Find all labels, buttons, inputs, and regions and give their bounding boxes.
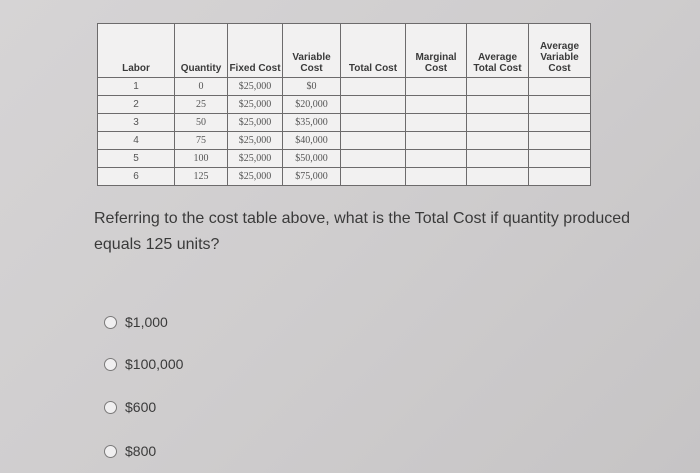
answer-option-label: $600 — [125, 399, 157, 415]
cell-average-variable-cost — [529, 96, 591, 114]
cell-marginal-cost — [406, 132, 467, 150]
table-row — [98, 78, 591, 96]
cell-labor: 5 — [98, 150, 175, 168]
cell-fixed-cost: $25,000 — [228, 78, 283, 96]
cell-average-variable-cost — [529, 150, 591, 168]
table-row — [98, 132, 591, 150]
cell-average-variable-cost — [529, 168, 591, 186]
header-average-total-cost: Average Total Cost — [467, 24, 529, 78]
radio-button[interactable] — [104, 445, 117, 458]
cell-total-cost — [341, 96, 406, 114]
cell-average-variable-cost — [529, 132, 591, 150]
cell-quantity: 50 — [175, 114, 228, 132]
cell-average-total-cost — [467, 150, 529, 168]
cell-labor: 4 — [98, 132, 175, 150]
header-variable-cost: Variable Cost — [283, 24, 341, 78]
cell-marginal-cost — [406, 150, 467, 168]
table-row — [98, 114, 591, 132]
cell-quantity: 25 — [175, 96, 228, 114]
header-fixed-cost: Fixed Cost — [228, 24, 283, 78]
header-labor: Labor — [98, 24, 175, 78]
cell-average-variable-cost — [529, 114, 591, 132]
cell-marginal-cost — [406, 114, 467, 132]
cell-fixed-cost: $25,000 — [228, 114, 283, 132]
cell-quantity: 75 — [175, 132, 228, 150]
answer-option-3[interactable] — [104, 399, 156, 415]
cell-labor: 1 — [98, 78, 175, 96]
cell-average-total-cost — [467, 168, 529, 186]
cell-total-cost — [341, 150, 406, 168]
cost-table — [97, 23, 591, 186]
cell-variable-cost: $20,000 — [283, 96, 341, 114]
cell-variable-cost: $0 — [283, 78, 341, 96]
header-average-variable-cost: Average Variable Cost — [529, 24, 591, 78]
cell-total-cost — [341, 168, 406, 186]
header-total-cost: Total Cost — [341, 24, 406, 78]
cell-fixed-cost: $25,000 — [228, 96, 283, 114]
radio-button[interactable] — [104, 358, 117, 371]
cell-fixed-cost: $25,000 — [228, 132, 283, 150]
cell-average-total-cost — [467, 132, 529, 150]
cell-average-total-cost — [467, 78, 529, 96]
cell-total-cost — [341, 114, 406, 132]
cell-marginal-cost — [406, 78, 467, 96]
cell-quantity: 0 — [175, 78, 228, 96]
cell-quantity: 125 — [175, 168, 228, 186]
cell-variable-cost: $40,000 — [283, 132, 341, 150]
cell-quantity: 100 — [175, 150, 228, 168]
cell-labor: 3 — [98, 114, 175, 132]
cell-fixed-cost: $25,000 — [228, 150, 283, 168]
cell-average-variable-cost — [529, 78, 591, 96]
cell-total-cost — [341, 132, 406, 150]
table-header-row — [98, 24, 591, 78]
cell-marginal-cost — [406, 168, 467, 186]
answer-option-2[interactable] — [104, 356, 183, 372]
radio-button[interactable] — [104, 316, 117, 329]
cell-variable-cost: $50,000 — [283, 150, 341, 168]
question-text: Referring to the cost table above, what is the Total Cost if quantity produced equals 125 units? — [94, 210, 631, 253]
cell-average-total-cost — [467, 114, 529, 132]
cell-labor: 6 — [98, 168, 175, 186]
header-quantity: Quantity — [175, 24, 228, 78]
cell-total-cost — [341, 78, 406, 96]
answer-option-4[interactable] — [104, 443, 156, 459]
cell-average-total-cost — [467, 96, 529, 114]
answer-option-1[interactable] — [104, 314, 168, 330]
cell-variable-cost: $35,000 — [283, 114, 341, 132]
answer-option-label: $100,000 — [125, 356, 184, 372]
cell-fixed-cost: $25,000 — [228, 168, 283, 186]
cell-variable-cost: $75,000 — [283, 168, 341, 186]
cell-labor: 2 — [98, 96, 175, 114]
table-row — [98, 96, 591, 114]
radio-button[interactable] — [104, 401, 117, 414]
table-row — [98, 150, 591, 168]
table-row — [98, 168, 591, 186]
header-marginal-cost: Marginal Cost — [406, 24, 467, 78]
answer-option-label: $800 — [125, 443, 157, 459]
answer-option-label: $1,000 — [125, 314, 168, 330]
cell-marginal-cost — [406, 96, 467, 114]
